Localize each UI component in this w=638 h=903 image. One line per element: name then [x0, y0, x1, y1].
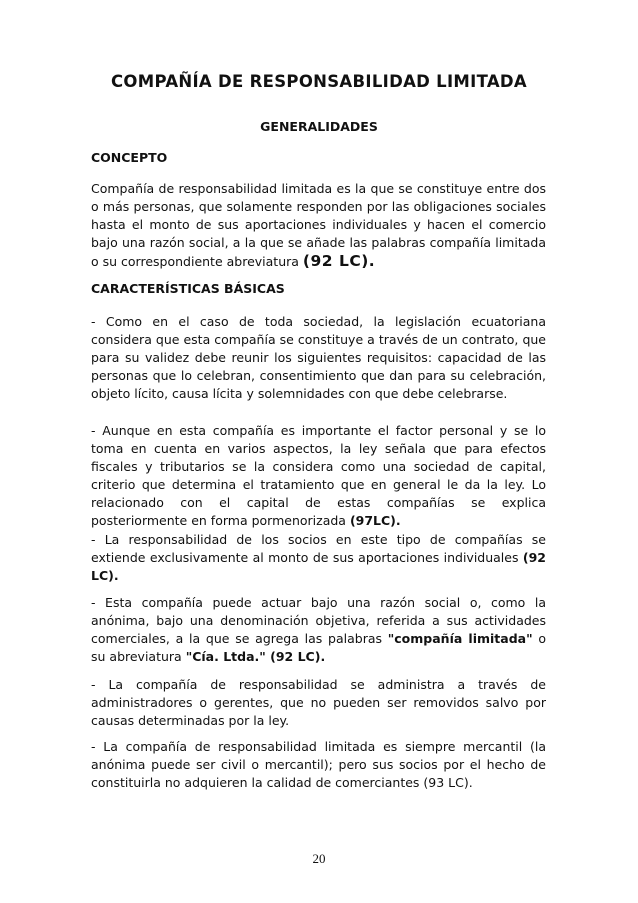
- paragraph-5: - La compañía de responsabilidad se administra a través de administradores o gerentes, que no pueden ser removidos salvo por causas determinadas por la ley.: [91, 677, 546, 728]
- paragraph-4-abbreviation: "Cía. Ltda." (92 LC).: [185, 649, 326, 664]
- paragraph-2-text: - Aunque en esta compañía es importante el factor personal y se lo toma en cuenta en varios aspectos, la ley señala que para efectos fiscales y tributarios se la considera como una sociedad de capital, criterio que determina el tratamiento que en general le da la ley. Lo relacionado con el capital de estas compañías se explica posteriormente en forma pormenorizada: [91, 423, 546, 528]
- document-title: COMPAÑÍA DE RESPONSABILIDAD LIMITADA: [110, 72, 528, 91]
- concepto-paragraph: [91, 180, 546, 271]
- paragraph-2: [91, 422, 546, 530]
- paragraph-3-text: - La responsabilidad de los socios en este tipo de compañías se extiende exclusivamente al monto de sus aportaciones individuales: [91, 532, 546, 565]
- concepto-heading: CONCEPTO: [91, 150, 168, 165]
- paragraph-4-text-c: o su abreviatura: [91, 631, 546, 664]
- section-subtitle: GENERALIDADES: [260, 119, 378, 134]
- paragraph-2-reference: (97LC).: [349, 513, 401, 528]
- paragraph-4: [91, 594, 546, 666]
- concepto-text: Compañía de responsabilidad limitada es la que se constituye entre dos o más personas, que solamente responden por las obligaciones sociales hasta el monto de sus aportaciones individuales y hacen el comercio bajo una razón social, a la que se añade las palabras compañía limitada o su correspondiente abreviatura: [91, 181, 546, 269]
- paragraph-1: - Como en el caso de toda sociedad, la legislación ecuatoriana considera que esta compañía se constituye a través de un contrato, que para su validez debe reunir los siguientes requisitos: capacidad de las personas que lo celebran, consentimiento que dan para su celebración, objeto lícito, causa lícita y solemnidades con que debe celebrarse.: [91, 314, 546, 401]
- paragraph-6: - La compañía de responsabilidad limitada es siempre mercantil (la anónima puede ser civil o mercantil); pero sus socios por el hecho de constituirla no adquieren la calidad de comerciantes (93 LC).: [91, 739, 546, 790]
- paragraph-4-text-a: - Esta compañía puede actuar bajo una razón social o, como la anónima, bajo una denominación objetiva, referida a sus actividades comerciales, a la que se agrega las palabras: [91, 595, 546, 646]
- paragraph-3: [91, 531, 546, 585]
- concepto-reference: (92 LC).: [302, 252, 376, 270]
- page-number: 20: [312, 851, 326, 866]
- paragraph-3-reference: (92 LC).: [91, 550, 546, 583]
- caracteristicas-heading: CARACTERÍSTICAS BÁSICAS: [91, 281, 285, 296]
- paragraph-4-quoted-name: "compañía limitada": [387, 631, 533, 646]
